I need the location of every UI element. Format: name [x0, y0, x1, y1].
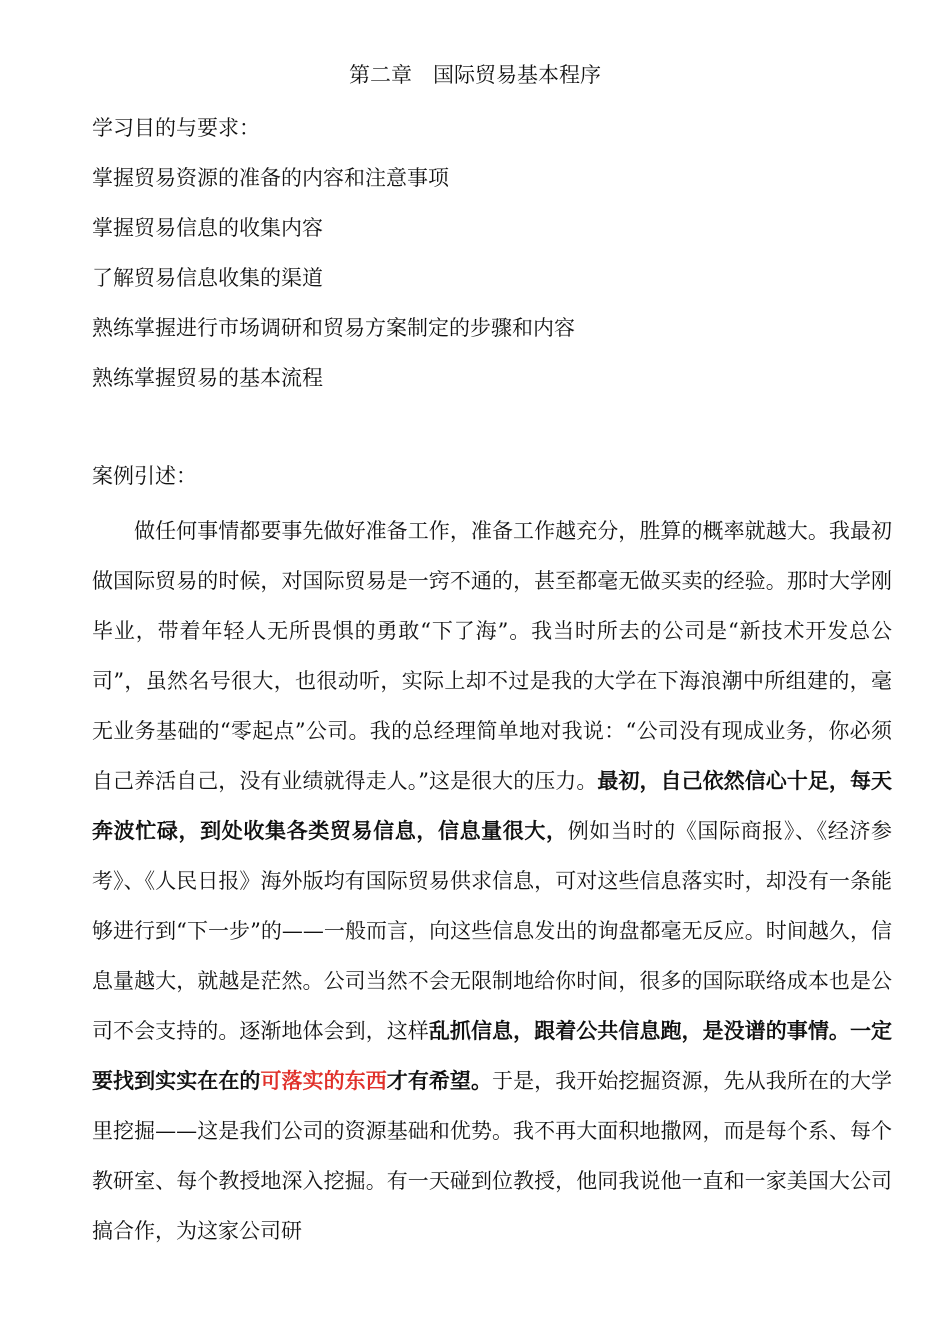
case-text: 做任何事情都要事先做好准备工作，准备工作越充分，胜算的概率就越大。我最初做国际贸易的时候，对国际贸易是一窍不通的，甚至都毫无做买卖的经验。那时大学刚毕业，带着年轻人无所畏惧的勇敢“下了海”。我当时所去的公司是“新技术开发总公司”，虽然名号很大，也很动听，实际上却不过是我的大学在下海浪潮中所组建的，毫无业务基础的“零起点”公司。我的总经理简单地对我说：“公司没有现成业务，你必须自己养活自己，没有业绩就得走人。”这是很大的压力。 [92, 519, 892, 793]
chapter-title: 第二章 国际贸易基本程序 [349, 63, 601, 87]
case-paragraph [92, 506, 892, 1256]
objective-item: 了解贸易信息收集的渠道 [92, 266, 323, 290]
case-text: 于是，我开始挖掘资源，先从我所在的大学里挖掘——这是我们公司的资源基础和优势。我不再大面积地撒网，而是每个系、每个教研室、每个教授地深入挖掘。有一天碰到位教授，他同我说他一直和一家美国大公司搞合作，为这家公司研 [92, 1069, 893, 1243]
case-heading: 案例引述： [92, 464, 197, 488]
case-bold-text: 乱抓信息，跟着公共信息跑，是没谱的事情。一定要找到实实在在的 [92, 1018, 893, 1093]
case-text: 例如当时的《国际商报》、《经济参考》、《人民日报》海外版均有国际贸易供求信息，可对这些信息落实时，却没有一条能够进行到“下一步”的——一般而言，向这些信息发出的询盘都毫无反应。时间越久，信息量越大，就越是茫然。公司当然不会无限制地给你时间，很多的国际联络成本也是公司不会支持的。逐渐地体会到，这样 [92, 819, 893, 1043]
case-bold-text: 最初，自己依然信心十足，每天奔波忙碌，到处收集各类贸易信息，信息量很大， [92, 768, 893, 843]
objective-item: 熟练掌握进行市场调研和贸易方案制定的步骤和内容 [92, 316, 575, 340]
objective-item: 掌握贸易信息的收集内容 [92, 216, 323, 240]
objective-item: 熟练掌握贸易的基本流程 [92, 366, 323, 390]
objectives-heading: 学习目的与要求： [92, 116, 260, 140]
case-bold-text: 才有希望。 [386, 1068, 493, 1093]
objective-item: 掌握贸易资源的准备的内容和注意事项 [92, 166, 449, 190]
case-highlight-text: 可落实的东西 [260, 1068, 387, 1093]
